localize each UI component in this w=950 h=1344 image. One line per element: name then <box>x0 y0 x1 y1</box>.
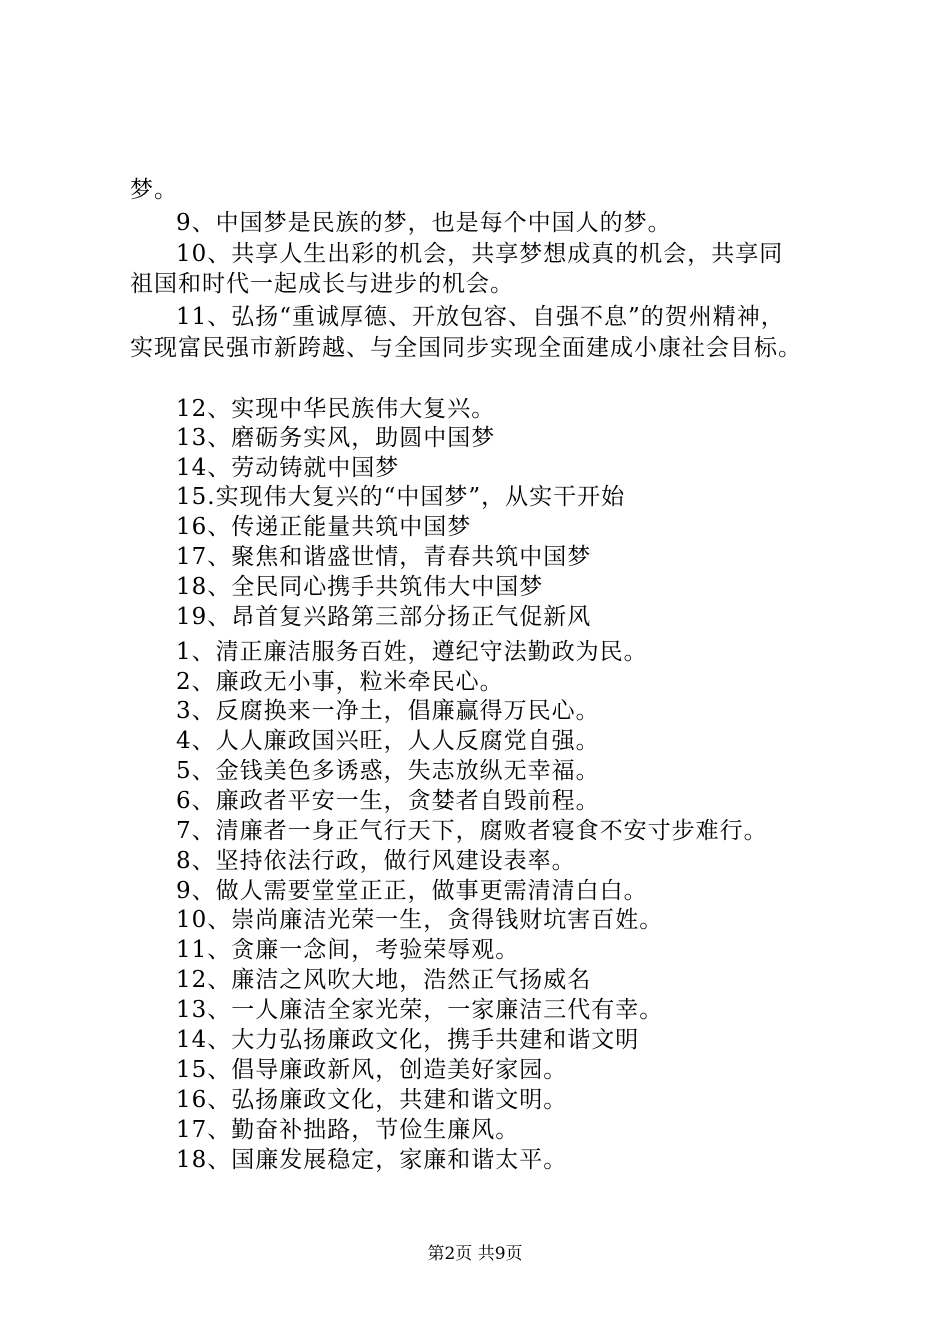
text-line: 14、大力弘扬廉政文化，携手共建和谐文明 <box>176 1027 640 1053</box>
text-line: 12、实现中华民族伟大复兴。 <box>176 396 496 422</box>
text-line: 12、廉洁之风吹大地，浩然正气扬威名 <box>176 967 592 993</box>
text-line: 梦。 <box>130 177 178 203</box>
text-line: 9、做人需要堂堂正正，做事更需清清白白。 <box>176 878 648 904</box>
text-line: 17、勤奋补拙路，节俭生廉风。 <box>176 1117 520 1143</box>
text-line: 15.实现伟大复兴的“中国梦”，从实干开始 <box>176 484 626 510</box>
text-line: 13、一人廉洁全家光荣，一家廉洁三代有幸。 <box>176 997 664 1023</box>
text-line: 祖国和时代一起成长与进步的机会。 <box>130 271 514 297</box>
text-line: 3、反腐换来一净土，倡廉赢得万民心。 <box>176 698 600 724</box>
text-line: 16、传递正能量共筑中国梦 <box>176 514 472 540</box>
text-line: 1、清正廉洁服务百姓，遵纪守法勤政为民。 <box>176 639 648 665</box>
text-line: 实现富民强市新跨越、与全国同步实现全面建成小康社会目标。 <box>130 335 802 361</box>
text-line: 16、弘扬廉政文化，共建和谐文明。 <box>176 1087 568 1113</box>
text-line: 15、倡导廉政新风，创造美好家园。 <box>176 1057 568 1083</box>
text-line: 6、廉政者平安一生，贪婪者自毁前程。 <box>176 788 600 814</box>
text-line: 5、金钱美色多诱惑，失志放纵无幸福。 <box>176 758 600 784</box>
text-line: 8、坚持依法行政，做行风建设表率。 <box>176 848 576 874</box>
text-line: 14、劳动铸就中国梦 <box>176 455 400 481</box>
text-line: 13、磨砺务实风，助圆中国梦 <box>176 425 496 451</box>
text-line: 17、聚焦和谐盛世情，青春共筑中国梦 <box>176 544 592 570</box>
text-line: 18、国廉发展稳定，家廉和谐太平。 <box>176 1147 568 1173</box>
text-line: 18、全民同心携手共筑伟大中国梦 <box>176 574 544 600</box>
text-line: 2、廉政无小事，粒米牵民心。 <box>176 669 504 695</box>
text-line: 4、人人廉政国兴旺，人人反腐党自强。 <box>176 728 600 754</box>
text-line: 10、共享人生出彩的机会，共享梦想成真的机会，共享同 <box>176 241 784 267</box>
text-line: 9、中国梦是民族的梦，也是每个中国人的梦。 <box>176 210 672 236</box>
text-line: 7、清廉者一身正气行天下，腐败者寝食不安寸步难行。 <box>176 818 768 844</box>
text-line: 11、弘扬“重诚厚德、开放包容、自强不息”的贺州精神， <box>176 304 785 330</box>
text-line: 19、昂首复兴路第三部分扬正气促新风 <box>176 604 592 630</box>
page-number-footer: 第2页 共9页 <box>427 1244 523 1264</box>
text-line: 10、崇尚廉洁光荣一生，贪得钱财坑害百姓。 <box>176 907 664 933</box>
text-line: 11、贪廉一念间，考验荣辱观。 <box>176 937 520 963</box>
